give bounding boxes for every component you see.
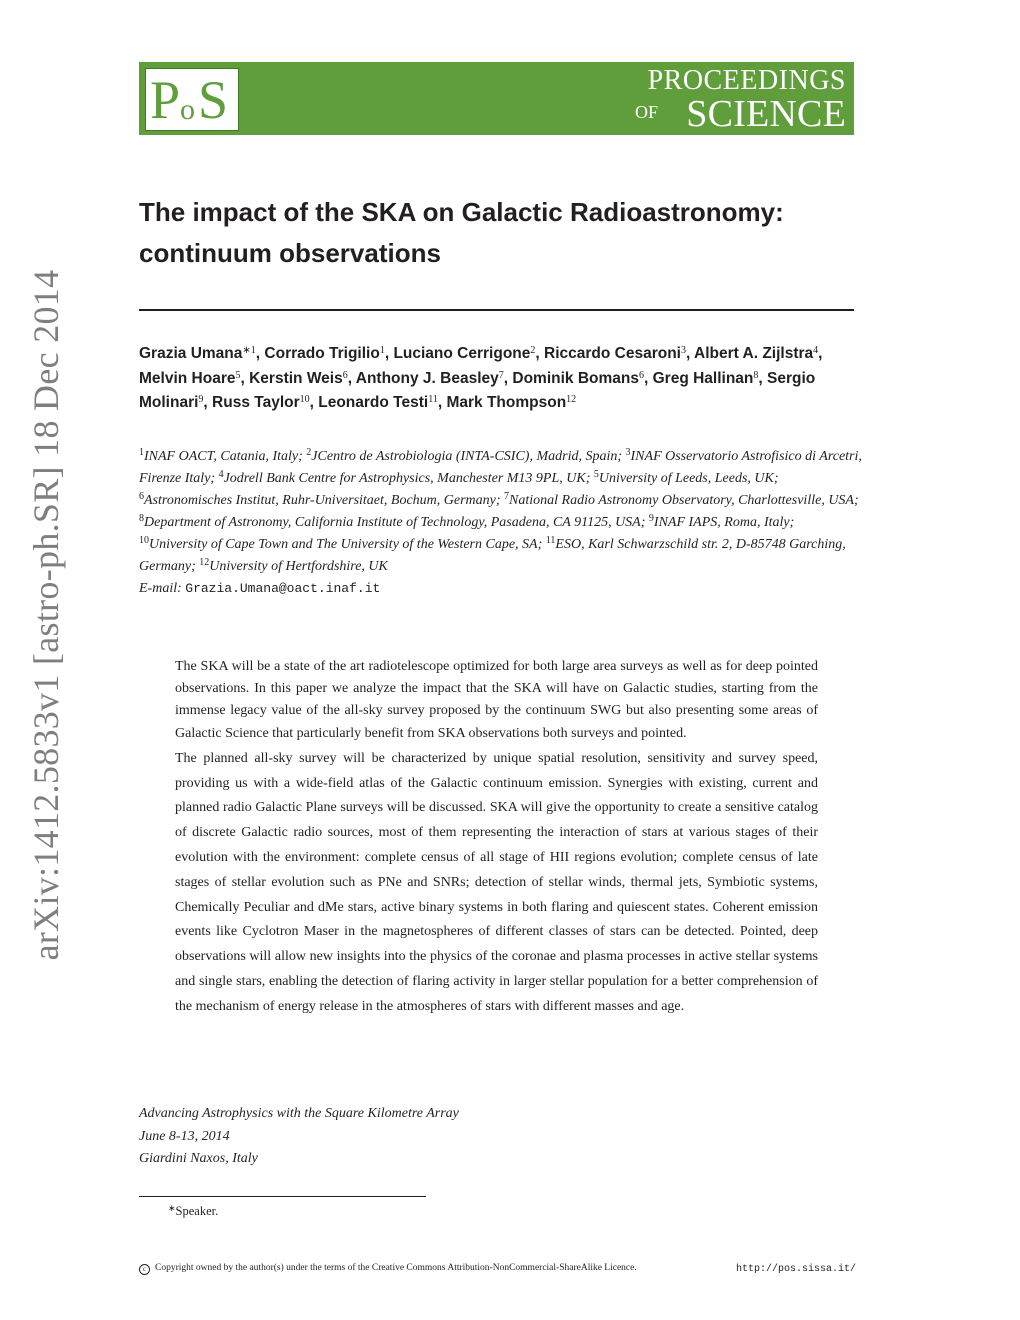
author-affiliation-mark: ∗1 xyxy=(242,345,256,356)
copyright-icon: c xyxy=(139,1264,150,1275)
pos-of-text: OF xyxy=(635,102,659,122)
abstract-paragraph-2: The planned all-sky survey will be characterized by unique spatial resolution, sensitivity and survey speed, providing us with a wide-field atlas of the Galactic continuum emission. Synergies with existing, current and planned radio Galactic Plane surveys will be discussed. SKA will give the opportunity to create a sensitive catalog of discrete Galactic radio sources, most of them representing the interaction of stars at various stages of their evolution with the environment: complete census of all stage of HII regions evolution; complete census of late stages of stellar evolution such as PNe and SNRs; detection of stellar winds, thermal jets, Symbiotic systems, Chemically Peculiar and dMe stars, active binary systems in both flaring and quiescent states. Coherent emission events like Cyclotron Maser in the magnetospheres of different classes of stars can be detected. Pointed, deep observations will allow new insights into the physics of the coronae and plasma processes in active stellar systems and single stars, enabling the detection of flaring activity in larger stellar population for a better comprehension of the mechanism of energy release in the atmospheres of stars with different masses and age. xyxy=(175,750,818,1014)
pos-science-text: SCIENCE xyxy=(686,93,846,135)
pos-logo-banner xyxy=(139,62,854,135)
pos-logo-mark xyxy=(145,68,239,131)
paper-title xyxy=(139,192,869,274)
affiliation-mark: 10 xyxy=(139,535,149,546)
affiliation-text: University of Hertfordshire, UK xyxy=(209,559,388,574)
conference-info xyxy=(139,1103,459,1171)
author-name: Russ Taylor xyxy=(212,394,300,411)
author-name: Corrado Trigilio xyxy=(264,345,380,362)
affiliation-text: Department of Astronomy, California Institute of Technology, Pasadena, CA 91125, USA; xyxy=(144,515,646,530)
author-name: Riccardo Cesaroni xyxy=(544,345,681,362)
affiliation-text: INAF Osservatorio Astrofisico di Arcetri, Firenze Italy; xyxy=(139,449,862,486)
affiliation-list xyxy=(139,446,864,600)
title-line-2: continuum observations xyxy=(139,238,441,268)
footnote xyxy=(168,1204,218,1219)
pos-proceedings-text: PROCEEDINGS xyxy=(647,65,846,96)
author-affiliation-mark: 2 xyxy=(530,345,536,356)
author-name: Mark Thompson xyxy=(446,394,567,411)
affiliation-mark: 4 xyxy=(218,469,224,480)
affiliation-text: INAF IAPS, Roma, Italy; xyxy=(653,515,795,530)
author-affiliation-mark: 10 xyxy=(299,394,310,405)
affiliation-text: INAF OACT, Catania, Italy; xyxy=(144,449,303,464)
author-affiliation-mark: 6 xyxy=(342,369,348,381)
author-affiliation-mark: 11 xyxy=(428,394,438,405)
conference-name: Advancing Astrophysics with the Square Kilometre Array xyxy=(139,1106,459,1121)
affiliation-mark: 2 xyxy=(306,447,312,458)
footnote-divider xyxy=(139,1196,426,1197)
arxiv-identifier-stamp xyxy=(24,269,68,961)
affiliation-text: ESO, Karl Schwarzschild str. 2, D-85748 Garching, Germany; xyxy=(139,537,846,574)
title-divider xyxy=(139,309,854,311)
affiliation-mark: 8 xyxy=(139,513,144,524)
affiliation-items xyxy=(139,449,862,574)
affiliation-text: University of Leeds, Leeds, UK; xyxy=(598,471,779,486)
author-name: Albert A. Zijlstra xyxy=(694,345,814,362)
author-affiliation-mark: 4 xyxy=(813,345,819,356)
affiliation-mark: 1 xyxy=(139,447,144,458)
affiliation-mark: 5 xyxy=(593,469,599,480)
footer-url-link[interactable]: http://pos.sissa.it/ xyxy=(735,1264,856,1275)
affiliation-mark: 9 xyxy=(648,513,654,524)
footer-copyright xyxy=(139,1263,637,1275)
affiliation-mark: 3 xyxy=(625,447,631,458)
author-name: Grazia Umana xyxy=(139,345,243,362)
author-name: Greg Hallinan xyxy=(652,369,754,387)
affiliation-mark: 12 xyxy=(199,557,210,568)
author-name: Kerstin Weis xyxy=(249,369,343,387)
copyright-text: Copyright owned by the author(s) under the terms of the Creative Commons Attribution-NonCommercial-ShareAlike Licence. xyxy=(155,1263,637,1273)
pos-mark-o: o xyxy=(180,93,195,126)
abstract xyxy=(175,656,818,1020)
author-name: Luciano Cerrigone xyxy=(393,345,531,362)
conference-place: Giardini Naxos, Italy xyxy=(139,1151,258,1166)
author-affiliation-mark: 9 xyxy=(198,394,204,405)
author-affiliation-mark: 3 xyxy=(680,345,686,356)
author-affiliation-mark: 7 xyxy=(498,369,504,381)
email-label: E-mail: xyxy=(139,581,182,596)
arxiv-identifier-text: arXiv:1412.5833v1 [astro-ph.SR] 18 Dec 2014 xyxy=(26,269,66,961)
affiliation-mark: 11 xyxy=(545,535,556,546)
author-name: Anthony J. Beasley xyxy=(355,369,499,387)
author-name: Melvin Hoare xyxy=(139,369,236,387)
affiliation-text: Astronomisches Institut, Ruhr-Universitaet, Bochum, Germany; xyxy=(144,493,501,508)
affiliation-text: Jodrell Bank Centre for Astrophysics, Manchester M13 9PL, UK; xyxy=(223,471,591,486)
affiliation-mark: 6 xyxy=(139,491,144,502)
author-name: Sergio Molinari xyxy=(139,369,816,411)
affiliation-text: JCentro de Astrobiologia (INTA-CSIC), Madrid, Spain; xyxy=(311,449,623,464)
conference-date: June 8-13, 2014 xyxy=(139,1128,230,1144)
footnote-mark: ∗ xyxy=(168,1203,176,1213)
affiliation-text: National Radio Astronomy Observatory, Charlottesville, USA; xyxy=(509,493,859,508)
abstract-paragraph-1: The SKA will be a state of the art radiotelescope optimized for both large area surveys as well as for deep pointed observations. In this paper we analyze the impact that the SKA will have on Galactic studies, starting from the immense legacy value of the all-sky survey proposed by the continuum SWG but also presenting some areas of Galactic Science that particularly benefit from SKA observations both surveys and pointed. xyxy=(175,659,818,741)
footnote-text: Speaker. xyxy=(175,1204,219,1218)
affiliation-text: University of Cape Town and The University of the Western Cape, SA; xyxy=(149,537,543,552)
author-affiliation-mark: 6 xyxy=(639,369,644,381)
affiliation-mark: 7 xyxy=(504,491,510,502)
author-list: Grazia Umana$^{∗1}$, Corrado Trigilio$^1$, Luciano Cerrigone$^2$, Riccardo Cesaroni$^3$, Albert A. Zijlstra$^4$, Melvin Hoare$^5$, Kerstin Weis$^6$, Anthony J. Beasley$^7$, Dominik Bomans$^6$, Greg Hallinan$^8$, Sergio Molinari$^9$, Russ Taylor$^{10}$, Leonardo Testi$^{11}$, Mark Thompson$^{12}$ xyxy=(139,345,823,411)
title-line-1: The impact of the SKA on Galactic Radioastronomy: xyxy=(139,197,784,227)
pos-mark-p: P xyxy=(150,70,181,130)
email-address[interactable]: Grazia.Umana@oact.inaf.it xyxy=(185,581,381,596)
author-affiliation-mark: 12 xyxy=(566,394,577,405)
author-affiliation-mark: 5 xyxy=(235,369,241,381)
author-name: Leonardo Testi xyxy=(318,394,429,411)
pos-mark-s: S xyxy=(198,70,229,130)
author-affiliation-mark: 8 xyxy=(753,369,759,381)
author-name: Dominik Bomans xyxy=(512,369,639,387)
author-affiliation-mark: 1 xyxy=(379,345,385,356)
